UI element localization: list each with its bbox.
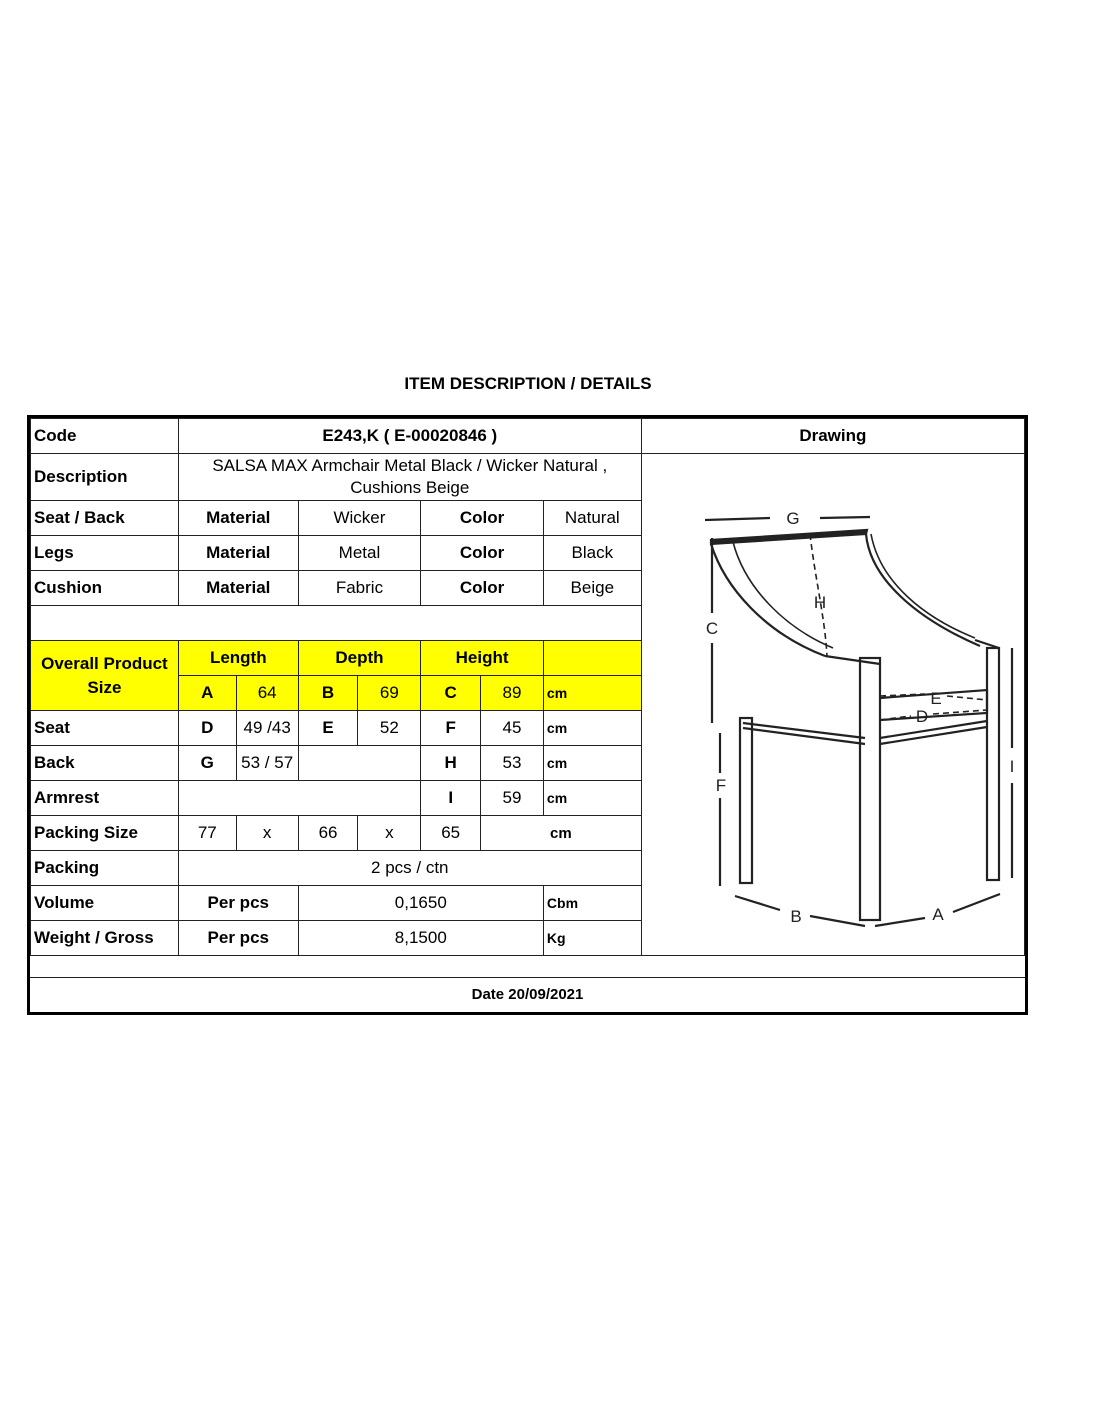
- dim-line-b-left: [735, 896, 780, 910]
- back-blank: [298, 746, 421, 781]
- material-value: Metal: [298, 536, 421, 571]
- weight-label: Weight / Gross: [31, 921, 179, 956]
- dim-line-a-left: [875, 918, 925, 926]
- arm-rail-right: [975, 640, 999, 648]
- weight-value: 8,1500: [298, 921, 543, 956]
- spec-sheet: [27, 415, 1028, 1015]
- dim-line-e-right: [947, 696, 987, 700]
- code-label: Code: [31, 419, 179, 454]
- overall-size-label: Overall Product Size: [31, 641, 179, 711]
- back-unit: cm: [543, 746, 641, 781]
- armrest-unit: cm: [543, 781, 641, 816]
- back-letter-g: G: [178, 746, 236, 781]
- seat-value-e: 52: [358, 711, 421, 746]
- description-row: [31, 454, 1025, 501]
- size-value-a: 64: [236, 676, 298, 711]
- size-letter-b: B: [298, 676, 358, 711]
- backrest-right-inner: [871, 534, 975, 638]
- dim-line-a-right: [953, 894, 1000, 912]
- packing-label: Packing: [31, 851, 179, 886]
- weight-unit: Kg: [543, 921, 641, 956]
- packing-value: 2 pcs / ctn: [178, 851, 641, 886]
- front-right-post: [987, 648, 999, 880]
- description-value: SALSA MAX Armchair Metal Black / Wicker Natural , Cushions Beige: [178, 454, 641, 501]
- packing-size-x2: x: [358, 816, 421, 851]
- size-value-c: 89: [481, 676, 544, 711]
- size-header-depth: Depth: [298, 641, 421, 676]
- label-b: B: [790, 907, 802, 926]
- color-value: Beige: [543, 571, 641, 606]
- packing-size-unit: cm: [481, 816, 642, 851]
- size-header-length: Length: [178, 641, 298, 676]
- code-row: [31, 419, 1025, 454]
- armrest-label: Armrest: [31, 781, 179, 816]
- seat-value-f: 45: [481, 711, 544, 746]
- dim-line-g-left: [705, 518, 770, 520]
- size-letter-c: C: [421, 676, 481, 711]
- label-d: D: [915, 707, 929, 726]
- drawing-header: Drawing: [641, 419, 1024, 454]
- label-h: H: [813, 593, 827, 612]
- label-e: E: [930, 689, 942, 708]
- material-label: Material: [178, 571, 298, 606]
- front-left-post: [860, 658, 880, 920]
- packing-size-length: 77: [178, 816, 236, 851]
- back-label: Back: [31, 746, 179, 781]
- packing-size-label: Packing Size: [31, 816, 179, 851]
- page-title: ITEM DESCRIPTION / DETAILS: [404, 374, 652, 393]
- seat-value-d: 49 /43: [236, 711, 298, 746]
- code-value: E243,K ( E-00020846 ): [178, 419, 641, 454]
- seat-letter-d: D: [178, 711, 236, 746]
- material-value: Fabric: [298, 571, 421, 606]
- volume-value: 0,1650: [298, 886, 543, 921]
- seat-label: Seat: [31, 711, 179, 746]
- size-unit: cm: [543, 676, 641, 711]
- size-header-blank: [543, 641, 641, 676]
- description-label: Description: [31, 454, 179, 501]
- seat-letter-f: F: [421, 711, 481, 746]
- volume-unit: Cbm: [543, 886, 641, 921]
- size-letter-a: A: [178, 676, 236, 711]
- armrest-value-i: 59: [481, 781, 544, 816]
- volume-per: Per pcs: [178, 886, 298, 921]
- backrest-left-curve: [711, 544, 825, 656]
- back-letter-h: H: [421, 746, 481, 781]
- back-value-h: 53: [481, 746, 544, 781]
- label-a: A: [932, 905, 944, 924]
- backrest-top: [711, 530, 867, 544]
- armrest-blank: [178, 781, 420, 816]
- volume-label: Volume: [31, 886, 179, 921]
- material-row-label: Legs: [31, 536, 179, 571]
- weight-per: Per pcs: [178, 921, 298, 956]
- dim-line-b-right: [810, 916, 865, 926]
- label-f: F: [715, 776, 727, 795]
- date-row: Date 20/09/2021: [30, 977, 1025, 1012]
- color-label: Color: [421, 571, 544, 606]
- material-row-label: Cushion: [31, 571, 179, 606]
- label-g: G: [786, 509, 800, 528]
- material-label: Material: [178, 536, 298, 571]
- material-row-label: Seat / Back: [31, 501, 179, 536]
- label-i: I: [1009, 757, 1015, 776]
- armrest-letter-i: I: [421, 781, 481, 816]
- packing-size-height: 65: [421, 816, 481, 851]
- material-label: Material: [178, 501, 298, 536]
- backrest-right-curve: [866, 534, 980, 646]
- packing-size-x1: x: [236, 816, 298, 851]
- back-value-g: 53 / 57: [236, 746, 298, 781]
- color-label: Color: [421, 536, 544, 571]
- seat-letter-e: E: [298, 711, 358, 746]
- size-header-height: Height: [421, 641, 544, 676]
- seat-unit: cm: [543, 711, 641, 746]
- label-c: C: [705, 619, 719, 638]
- color-value: Natural: [543, 501, 641, 536]
- dim-line-g-right: [820, 517, 870, 518]
- size-value-b: 69: [358, 676, 421, 711]
- packing-size-width: 66: [298, 816, 358, 851]
- material-value: Wicker: [298, 501, 421, 536]
- color-label: Color: [421, 501, 544, 536]
- color-value: Black: [543, 536, 641, 571]
- chair-drawing: [675, 498, 1025, 928]
- spacer-cell: [31, 606, 642, 641]
- back-left-leg: [740, 718, 752, 883]
